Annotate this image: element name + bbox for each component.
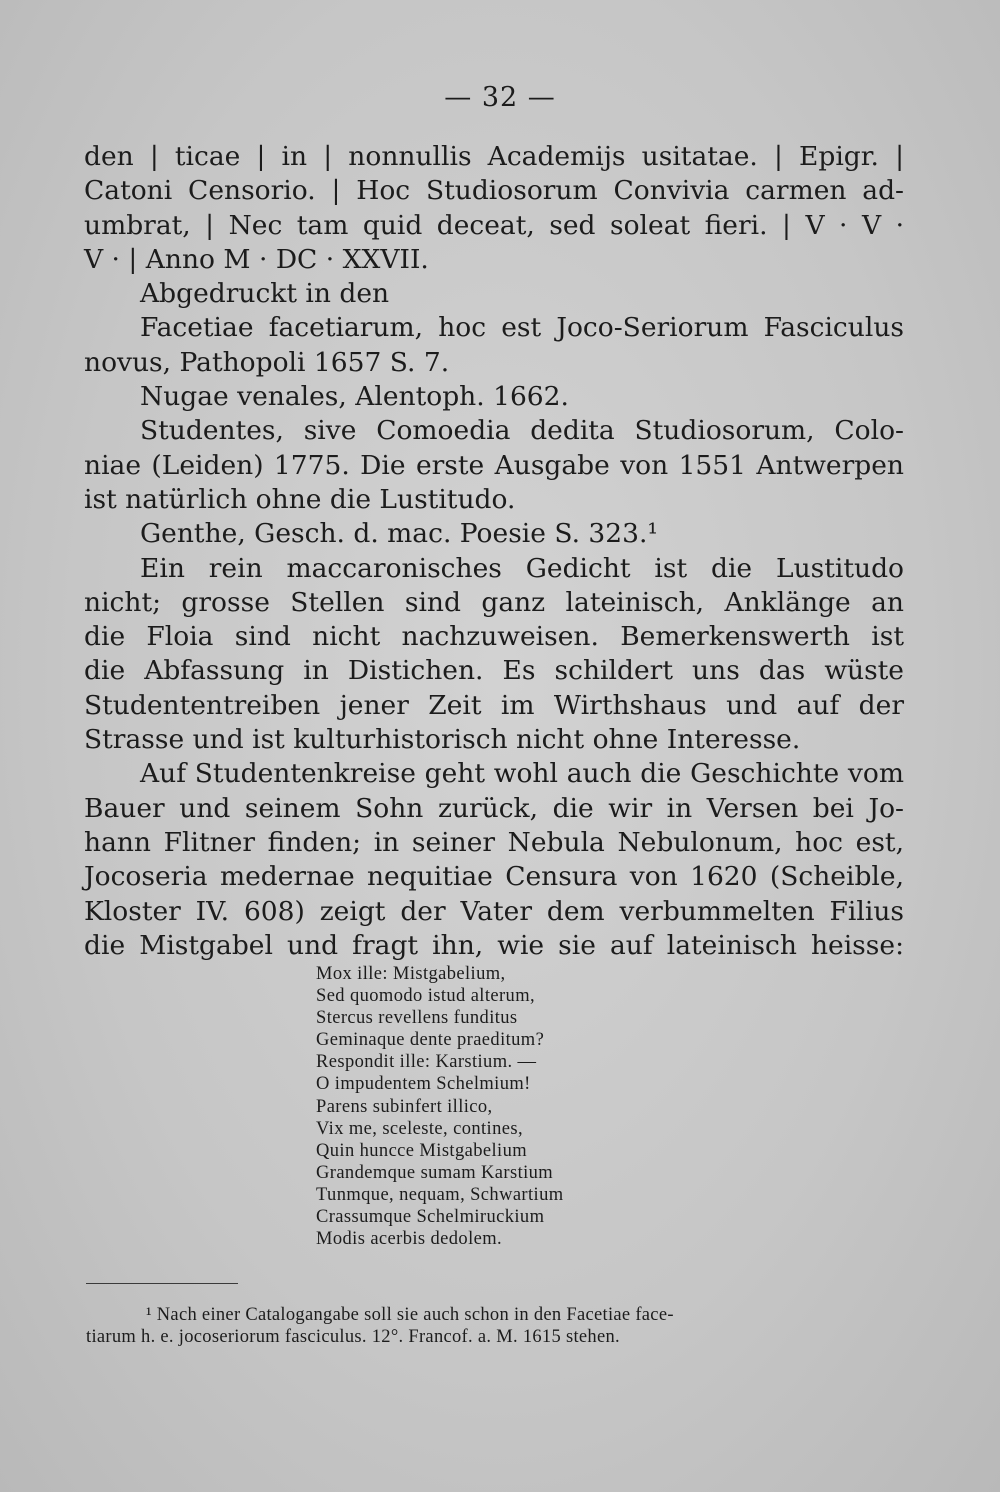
- body-line: Ein rein maccaronisches Gedicht ist die Lustitudo: [140, 552, 904, 584]
- footnote-line: tiarum h. e. jocoseriorum fasciculus. 12°. Francof. a. M. 1615 stehen.: [86, 1327, 620, 1347]
- poem-line: Stercus revellens funditus: [316, 1008, 518, 1029]
- body-line: Catoni Censorio. | Hoc Studiosorum Convivia carmen ad-: [84, 175, 904, 207]
- footnote: [86, 1304, 904, 1348]
- body-line: nicht; grosse Stellen sind ganz lateinisch, Anklänge an: [84, 586, 904, 618]
- body-line: Auf Studentenkreise geht wohl auch die Geschichte vom: [140, 758, 904, 790]
- body-line: den | ticae | in | nonnullis Academijs usitatae. | Epigr. |: [84, 141, 904, 172]
- body-line: V · | Anno M · DC · XXVII.: [84, 243, 429, 275]
- body-line: Genthe, Gesch. d. mac. Poesie S. 323.¹: [140, 518, 659, 550]
- body-text: [84, 140, 904, 963]
- body-line: Kloster IV. 608) zeigt der Vater dem verbummelten Filius: [84, 895, 904, 927]
- body-line: die Mistgabel und fragt ihn, wie sie auf lateinisch heisse:: [84, 929, 904, 961]
- body-line: Nugae venales, Alentoph. 1662.: [140, 381, 569, 413]
- page-number: — 32 —: [444, 82, 556, 113]
- body-line: Studententreiben jener Zeit im Wirthshaus und auf der: [84, 689, 904, 721]
- body-line: hann Flitner finden; in seiner Nebula Nebulonum, hoc est,: [84, 826, 904, 858]
- poem-line: Grandemque sumam Karstium: [316, 1162, 554, 1183]
- poem-line: Vix me, sceleste, contines,: [316, 1118, 523, 1139]
- poem-line: Crassumque Schelmiruckium: [316, 1207, 545, 1228]
- body-line: die Abfassung in Distichen. Es schildert uns das wüste: [84, 655, 904, 687]
- poem-line: Quin huncce Mistgabelium: [316, 1140, 528, 1161]
- poem-line: Tunmque, nequam, Schwartium: [316, 1184, 564, 1205]
- poem-line: Mox ille: Mistgabelium,: [316, 964, 506, 984]
- body-line: Abgedruckt in den: [140, 278, 390, 310]
- body-line: Strasse und ist kulturhistorisch nicht ohne Interesse.: [84, 724, 801, 756]
- body-line: Studentes, sive Comoedia dedita Studiosorum, Colo-: [140, 415, 904, 447]
- body-line: Jocoseria medernae nequitiae Censura von 1620 (Scheible,: [84, 861, 904, 893]
- poem-line: O impudentem Schelmium!: [316, 1074, 531, 1095]
- body-line: Facetiae facetiarum, hoc est Joco-Seriorum Fasciculus: [140, 312, 904, 344]
- body-line: novus, Pathopoli 1657 S. 7.: [84, 346, 450, 378]
- body-line: umbrat, | Nec tam quid deceat, sed soleat fieri. | V · V ·: [84, 209, 904, 241]
- footnote-line: ¹ Nach einer Catalogangabe soll sie auch schon in den Facetiae face-: [146, 1305, 674, 1325]
- body-line: ist natürlich ohne die Lustitudo.: [84, 483, 516, 515]
- poem-line: Respondit ille: Karstium. —: [316, 1052, 537, 1073]
- poem-line: Geminaque dente praeditum?: [316, 1030, 545, 1051]
- poem-line: Parens subinfert illico,: [316, 1096, 493, 1117]
- poem-line: Modis acerbis dedolem.: [316, 1229, 503, 1250]
- body-line: Bauer und seinem Sohn zurück, die wir in Versen bei Jo-: [84, 792, 904, 824]
- body-line: die Floia sind nicht nachzuweisen. Bemerkenswerth ist: [84, 621, 904, 653]
- body-line: niae (Leiden) 1775. Die erste Ausgabe von 1551 Antwerpen: [84, 449, 904, 481]
- poem-block: [316, 963, 736, 1250]
- poem-line: Sed quomodo istud alterum,: [316, 986, 536, 1007]
- footnote-divider: [86, 1283, 238, 1284]
